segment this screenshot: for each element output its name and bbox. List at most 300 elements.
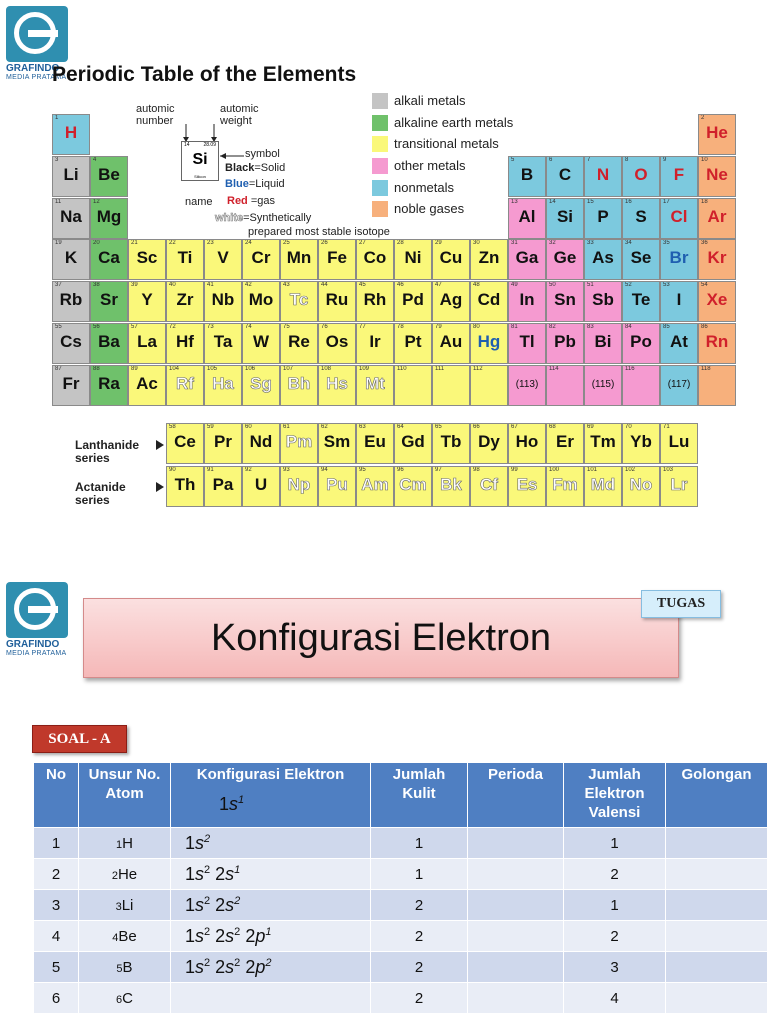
element-symbol: Cm (399, 475, 427, 494)
element-symbol: Bi (594, 332, 612, 351)
element-symbol: Si (556, 206, 574, 226)
legend-swatch (372, 201, 388, 217)
element-symbol: Be (118, 927, 137, 945)
table-row (34, 859, 768, 890)
cell-golongan[interactable] (666, 983, 768, 1014)
element-number: 87 (55, 365, 62, 372)
element-cell (508, 198, 546, 239)
cell-no: 1 (34, 828, 79, 859)
legend-label: alkaline earth metals (394, 115, 514, 130)
key-name-label: name (185, 196, 213, 208)
element-symbol: Sm (323, 432, 351, 451)
element-number: 91 (207, 467, 214, 473)
cell-unsur (79, 828, 171, 859)
cell-golongan[interactable] (666, 828, 768, 859)
element-symbol: As (592, 248, 614, 268)
cell-no: 2 (34, 859, 79, 890)
element-number: 102 (625, 467, 636, 473)
cell-config (171, 828, 371, 859)
table-header-row (34, 763, 768, 828)
element-number: 44 (321, 282, 328, 289)
element-symbol: S (635, 206, 647, 226)
element-cell (660, 365, 698, 406)
element-number: 66 (473, 424, 480, 430)
element-cell (318, 323, 356, 364)
electron-config-table (33, 762, 768, 1014)
element-cell (432, 323, 470, 364)
element-cell (90, 198, 128, 239)
element-symbol: Sn (554, 290, 576, 310)
element-symbol: Au (439, 332, 463, 351)
element-cell (356, 281, 394, 322)
element-number: 59 (207, 424, 214, 430)
element-cell (432, 423, 470, 464)
element-cell (470, 365, 508, 406)
element-number: 9 (663, 156, 667, 163)
element-symbol: Tm (590, 432, 616, 451)
element-cell (470, 239, 508, 280)
element-cell (660, 156, 698, 197)
element-cell (698, 114, 736, 155)
element-cell (280, 323, 318, 364)
element-cell (584, 239, 622, 280)
element-number: 45 (359, 282, 366, 289)
element-symbol: H (64, 123, 78, 142)
element-symbol: (115) (591, 378, 615, 390)
element-number: 97 (435, 467, 442, 473)
element-symbol: Eu (364, 432, 386, 451)
element-cell (660, 466, 698, 507)
element-cell (52, 198, 90, 239)
element-number: 50 (549, 282, 556, 289)
element-symbol: He (117, 865, 138, 883)
element-symbol: Br (669, 248, 689, 268)
element-symbol: Po (630, 332, 652, 351)
cell-config (171, 952, 371, 983)
cell-kulit: 2 (371, 983, 468, 1014)
legend-swatch (372, 180, 388, 196)
key-number-label: automic number (136, 103, 175, 127)
element-symbol: Hs (326, 373, 348, 393)
element-symbol: Hg (477, 332, 501, 351)
element-cell (204, 466, 242, 507)
element-cell (660, 239, 698, 280)
key-black: Black (225, 162, 255, 174)
element-symbol: U (254, 475, 268, 494)
key-white-desc2: prepared most stable isotope (248, 226, 390, 238)
element-number: 76 (321, 324, 328, 330)
actanide-label: Actanide series (75, 480, 126, 507)
element-cell (166, 423, 204, 464)
element-cell (90, 156, 128, 197)
element-number: 63 (359, 424, 366, 430)
element-number: 105 (207, 365, 218, 372)
element-symbol: Bh (287, 373, 311, 393)
element-symbol: Os (325, 332, 349, 351)
key-black-row (225, 162, 285, 174)
element-number: 78 (397, 324, 404, 330)
soal-label: SOAL - A (32, 725, 127, 753)
key-red: Red (227, 195, 248, 207)
key-black-desc: =Solid (254, 162, 286, 174)
element-number: 65 (435, 424, 442, 430)
element-cell (584, 281, 622, 322)
element-symbol: Fm (552, 475, 578, 494)
element-symbol: He (706, 123, 728, 142)
header-kulit: Jumlah Kulit (371, 763, 468, 828)
element-cell (622, 239, 660, 280)
element-cell (660, 423, 698, 464)
element-symbol: Li (63, 164, 79, 184)
element-symbol: Zr (176, 290, 194, 310)
header-unsur: Unsur No. Atom (79, 763, 171, 828)
legend-swatch (372, 115, 388, 131)
config-value: $1s^2$ $2s^2$ $2p^1$ (185, 925, 272, 946)
element-number: 16 (625, 198, 632, 205)
element-symbol: Tb (440, 432, 462, 451)
element-cell (660, 281, 698, 322)
element-symbol: Nd (249, 432, 273, 451)
element-symbol: Pm (285, 432, 313, 451)
element-number: 12 (93, 198, 100, 205)
element-symbol: Re (288, 332, 310, 351)
element-number: 6 (549, 156, 553, 163)
element-symbol: Rh (363, 290, 387, 310)
element-number: 35 (663, 240, 670, 247)
element-cell (280, 239, 318, 280)
element-symbol: Tl (519, 332, 535, 351)
cell-kulit: 2 (371, 921, 468, 952)
element-number: 74 (245, 324, 252, 330)
cell-config (171, 859, 371, 890)
header-konfigurasi-label: Konfigurasi Elektron (196, 766, 345, 783)
element-symbol: Hf (176, 332, 194, 351)
element-cell (508, 365, 546, 406)
element-symbol: In (519, 290, 535, 310)
element-symbol: P (597, 206, 609, 226)
periodic-table-title: Periodic Table of the Elements (52, 63, 357, 86)
legend-swatch (372, 93, 388, 109)
slide-title: Konfigurasi Elektron (210, 617, 552, 659)
element-number: 112 (473, 365, 483, 372)
element-number: 40 (169, 282, 176, 289)
element-number: 110 (397, 365, 407, 372)
element-number: 93 (283, 467, 290, 473)
element-cell (394, 239, 432, 280)
key-sample-symbol: Si (192, 151, 208, 168)
cell-no: 5 (34, 952, 79, 983)
cell-perioda[interactable] (468, 983, 564, 1014)
element-symbol: Ti (177, 248, 193, 268)
element-cell (394, 466, 432, 507)
element-symbol: Bk (440, 475, 462, 494)
element-symbol: Sg (250, 373, 272, 393)
cell-perioda[interactable] (468, 859, 564, 890)
element-symbol: Cl (670, 206, 688, 226)
element-symbol: N (596, 164, 610, 184)
element-cell (660, 198, 698, 239)
element-number: 21 (131, 240, 138, 247)
atomic-number: 6 (116, 993, 123, 1006)
cell-golongan[interactable] (666, 890, 768, 921)
element-symbol: Yb (630, 432, 652, 451)
element-cell (318, 365, 356, 406)
element-symbol: Be (98, 164, 120, 184)
element-symbol: B (122, 958, 133, 976)
atomic-number: 3 (115, 900, 122, 913)
element-symbol: Ba (98, 332, 120, 351)
element-symbol: Li (121, 896, 134, 914)
element-number: 103 (663, 467, 674, 473)
table-row (34, 952, 768, 983)
element-cell (432, 239, 470, 280)
element-cell (242, 423, 280, 464)
config-value: $1s^2$ $2s^2$ (185, 894, 241, 915)
cell-unsur (79, 859, 171, 890)
element-cell (432, 466, 470, 507)
element-number: 46 (397, 282, 404, 289)
element-number: 100 (549, 467, 560, 473)
element-number: 43 (283, 282, 290, 289)
element-number: 79 (435, 324, 442, 330)
header-no: No (34, 763, 79, 828)
element-number: 13 (511, 198, 518, 205)
element-cell (622, 323, 660, 364)
element-symbol: Th (174, 475, 196, 494)
logo-subtitle: MEDIA PRATAMA (6, 650, 67, 657)
element-cell (698, 281, 736, 322)
element-symbol: Ar (707, 206, 727, 226)
atomic-number: 4 (112, 931, 119, 944)
key-sample-weight: 28.09 (203, 142, 216, 148)
element-number: 27 (359, 240, 366, 247)
element-number: 30 (473, 240, 480, 247)
element-symbol: Co (363, 248, 387, 268)
element-symbol: Ra (98, 373, 120, 393)
element-symbol: B (520, 164, 534, 184)
element-number: 81 (511, 324, 518, 330)
element-cell (470, 423, 508, 464)
cell-golongan[interactable] (666, 859, 768, 890)
element-number: 4 (93, 156, 97, 163)
header-golongan: Golongan (666, 763, 768, 828)
element-symbol: Pr (214, 432, 232, 451)
element-cell (204, 239, 242, 280)
element-number: 101 (587, 467, 598, 473)
element-symbol: Rn (705, 332, 729, 351)
element-number: 34 (625, 240, 632, 247)
element-number: 32 (549, 240, 556, 247)
element-number: 15 (587, 198, 594, 205)
element-symbol: Se (630, 248, 652, 268)
element-number: 89 (131, 365, 138, 372)
element-cell (546, 423, 584, 464)
element-cell (52, 365, 90, 406)
atomic-number: 5 (116, 962, 123, 975)
element-cell (622, 281, 660, 322)
element-symbol: Er (556, 432, 574, 451)
element-symbol: Cd (477, 290, 501, 310)
element-symbol: Md (590, 475, 616, 494)
key-white: white (215, 212, 244, 224)
logo-subtitle: MEDIA PRATAMA (6, 74, 67, 81)
cell-valensi: 4 (564, 983, 666, 1014)
element-number: 69 (587, 424, 594, 430)
element-cell (52, 281, 90, 322)
element-symbol: Sc (136, 248, 158, 268)
element-symbol: Kr (707, 248, 727, 268)
element-cell (356, 323, 394, 364)
element-symbol: Rb (59, 290, 83, 310)
cell-perioda[interactable] (468, 828, 564, 859)
element-cell (432, 281, 470, 322)
element-cell (508, 156, 546, 197)
cell-golongan[interactable] (666, 921, 768, 952)
element-number: 1 (55, 115, 59, 121)
element-cell (52, 156, 90, 197)
element-number: 49 (511, 282, 518, 289)
element-symbol: H (122, 834, 133, 852)
element-symbol: (113) (515, 378, 539, 390)
element-symbol: Pt (404, 332, 422, 351)
cell-valensi: 2 (564, 859, 666, 890)
element-symbol: Sb (592, 290, 614, 310)
cell-no: 4 (34, 921, 79, 952)
element-number: 90 (169, 467, 176, 473)
element-symbol: Ga (515, 248, 539, 268)
element-cell (470, 281, 508, 322)
element-cell (166, 323, 204, 364)
element-symbol: Mn (286, 248, 312, 268)
key-blue: Blue (225, 178, 249, 190)
element-symbol: Ne (706, 164, 728, 184)
element-cell (166, 239, 204, 280)
element-symbol: F (673, 164, 685, 184)
header-perioda: Perioda (468, 763, 564, 828)
element-number: 33 (587, 240, 594, 247)
key-white-row (215, 212, 311, 224)
grafindo-logo-2 (6, 582, 70, 658)
element-symbol: Fe (327, 248, 347, 268)
element-cell (52, 323, 90, 364)
element-symbol: Cr (251, 248, 271, 268)
element-number: 108 (321, 365, 332, 372)
element-cell (318, 239, 356, 280)
element-cell (546, 198, 584, 239)
element-cell (52, 239, 90, 280)
cell-kulit: 1 (371, 828, 468, 859)
key-red-desc: =gas (250, 195, 276, 207)
element-number: 36 (701, 240, 708, 247)
key-sample-number: 14 (184, 142, 190, 148)
legend-label: transitional metals (394, 136, 499, 151)
element-symbol: C (558, 164, 572, 184)
element-number: 92 (245, 467, 252, 473)
element-symbol: Pu (326, 475, 348, 494)
element-cell (508, 281, 546, 322)
logo-name: GRAFINDO (6, 639, 60, 650)
element-cell (470, 466, 508, 507)
key-arrows (170, 118, 230, 142)
table-row (34, 828, 768, 859)
element-cell (584, 466, 622, 507)
lanthanide-label: Lanthanide series (75, 438, 140, 465)
cell-config (171, 921, 371, 952)
element-number: 55 (55, 324, 62, 330)
atomic-number: 1 (116, 838, 123, 851)
cell-golongan[interactable] (666, 952, 768, 983)
element-cell (242, 239, 280, 280)
key-sample-element (181, 141, 219, 181)
key-white-desc: =Synthetically (243, 212, 312, 224)
element-cell (584, 323, 622, 364)
element-symbol: Y (141, 290, 153, 310)
element-symbol: Pb (554, 332, 576, 351)
element-symbol: Pa (212, 475, 234, 494)
element-symbol: Cs (60, 332, 82, 351)
element-cell (166, 281, 204, 322)
element-number: 25 (283, 240, 290, 247)
legend-label: alkali metals (394, 93, 466, 108)
table-row (34, 921, 768, 952)
element-number: 24 (245, 240, 252, 247)
element-cell (356, 239, 394, 280)
element-cell (698, 323, 736, 364)
tugas-badge: TUGAS (641, 590, 721, 618)
element-symbol: Ce (174, 432, 196, 451)
element-symbol: Fr (62, 373, 80, 393)
cell-perioda[interactable] (468, 952, 564, 983)
cell-perioda[interactable] (468, 890, 564, 921)
cell-unsur (79, 890, 171, 921)
element-symbol: Tc (289, 290, 309, 310)
element-cell (90, 323, 128, 364)
element-number: 29 (435, 240, 442, 247)
element-cell (698, 156, 736, 197)
element-number: 22 (169, 240, 176, 247)
element-cell (622, 156, 660, 197)
element-symbol: I (676, 290, 682, 310)
element-cell (204, 323, 242, 364)
element-number: 64 (397, 424, 404, 430)
legend-swatch (372, 158, 388, 174)
legend-label: nonmetals (394, 180, 454, 195)
atomic-number: 2 (111, 869, 118, 882)
element-cell (128, 323, 166, 364)
element-number: 94 (321, 467, 328, 473)
element-cell (394, 281, 432, 322)
cell-kulit: 1 (371, 859, 468, 890)
element-symbol: V (217, 248, 229, 268)
element-cell (242, 365, 280, 406)
element-symbol: Nb (211, 290, 235, 310)
element-number: 118 (701, 365, 711, 372)
element-symbol: W (252, 332, 270, 351)
element-cell (242, 466, 280, 507)
element-symbol: La (137, 332, 157, 351)
element-symbol: Ha (212, 373, 234, 393)
element-cell (546, 365, 584, 406)
element-cell (204, 423, 242, 464)
element-cell (698, 239, 736, 280)
element-number: 26 (321, 240, 328, 247)
element-number: 62 (321, 424, 328, 430)
element-cell (128, 281, 166, 322)
element-number: 99 (511, 467, 518, 473)
cell-perioda[interactable] (468, 921, 564, 952)
element-symbol: Lu (668, 432, 690, 451)
element-number: 48 (473, 282, 480, 289)
